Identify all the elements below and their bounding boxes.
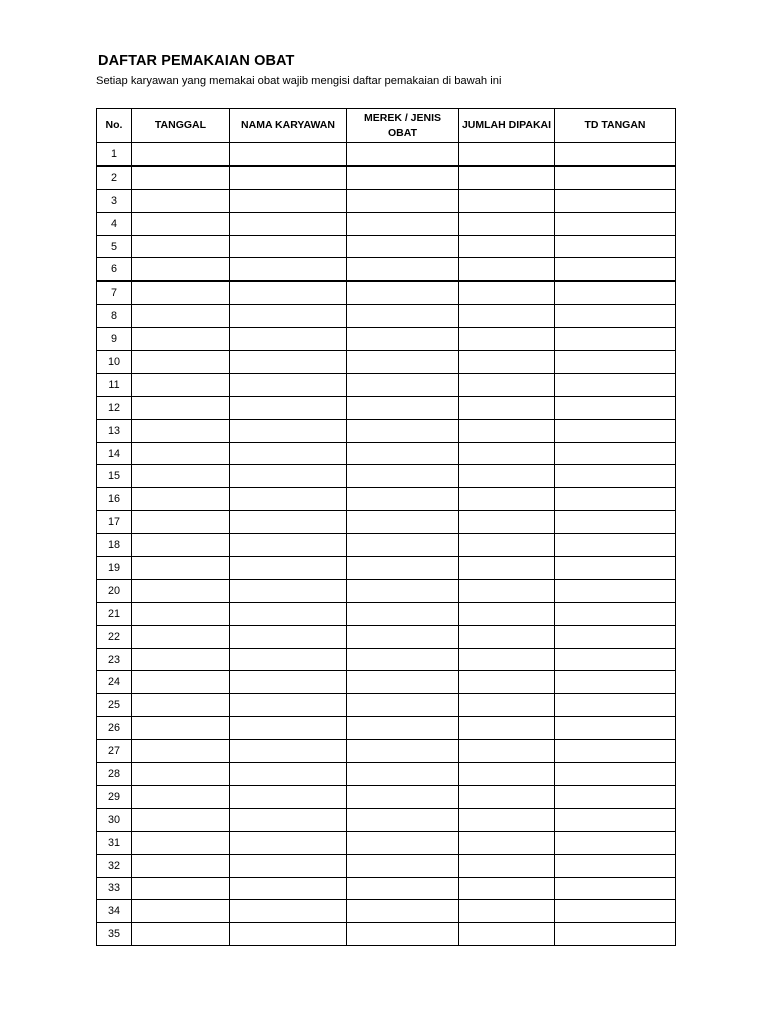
row-number-cell: 5: [97, 235, 132, 258]
quantity-cell[interactable]: [459, 923, 555, 946]
signature-cell[interactable]: [555, 602, 676, 625]
row-number-cell: 10: [97, 351, 132, 374]
table-row: [97, 396, 676, 419]
medicine-brand-cell[interactable]: [347, 602, 459, 625]
employee-name-cell[interactable]: [230, 351, 347, 374]
employee-name-cell[interactable]: [230, 557, 347, 580]
medicine-brand-cell[interactable]: [347, 419, 459, 442]
table-row: [97, 785, 676, 808]
table-row: [97, 808, 676, 831]
medicine-brand-cell[interactable]: [347, 511, 459, 534]
table-row: [97, 281, 676, 304]
signature-cell[interactable]: [555, 694, 676, 717]
date-cell[interactable]: [132, 258, 230, 281]
medicine-brand-cell[interactable]: [347, 143, 459, 166]
row-number-cell: 4: [97, 212, 132, 235]
row-number-cell: 19: [97, 557, 132, 580]
table-row: [97, 763, 676, 786]
row-number-cell: 27: [97, 740, 132, 763]
date-cell[interactable]: [132, 694, 230, 717]
quantity-cell[interactable]: [459, 808, 555, 831]
medicine-brand-cell[interactable]: [347, 785, 459, 808]
signature-cell[interactable]: [555, 900, 676, 923]
employee-name-cell[interactable]: [230, 258, 347, 281]
quantity-cell[interactable]: [459, 442, 555, 465]
signature-cell[interactable]: [555, 281, 676, 304]
signature-cell[interactable]: [555, 785, 676, 808]
date-cell[interactable]: [132, 143, 230, 166]
medicine-brand-cell[interactable]: [347, 854, 459, 877]
row-number-cell: 34: [97, 900, 132, 923]
quantity-cell[interactable]: [459, 648, 555, 671]
quantity-cell[interactable]: [459, 717, 555, 740]
signature-cell[interactable]: [555, 212, 676, 235]
date-cell[interactable]: [132, 923, 230, 946]
row-number-cell: 32: [97, 854, 132, 877]
table-body: [97, 143, 676, 946]
date-cell[interactable]: [132, 648, 230, 671]
signature-cell[interactable]: [555, 717, 676, 740]
employee-name-cell[interactable]: [230, 602, 347, 625]
employee-name-cell[interactable]: [230, 328, 347, 351]
medicine-brand-cell[interactable]: [347, 534, 459, 557]
row-number-cell: 35: [97, 923, 132, 946]
table-row: [97, 534, 676, 557]
signature-cell[interactable]: [555, 258, 676, 281]
signature-cell[interactable]: [555, 511, 676, 534]
table-row: [97, 511, 676, 534]
signature-cell[interactable]: [555, 328, 676, 351]
quantity-cell[interactable]: [459, 900, 555, 923]
employee-name-cell[interactable]: [230, 396, 347, 419]
quantity-cell[interactable]: [459, 373, 555, 396]
row-number-cell: 2: [97, 166, 132, 189]
row-number-cell: 25: [97, 694, 132, 717]
quantity-cell[interactable]: [459, 166, 555, 189]
table-row: [97, 831, 676, 854]
date-cell[interactable]: [132, 442, 230, 465]
signature-cell[interactable]: [555, 557, 676, 580]
table-row: [97, 166, 676, 189]
row-number-cell: 14: [97, 442, 132, 465]
row-number-cell: 8: [97, 305, 132, 328]
employee-name-cell[interactable]: [230, 579, 347, 602]
employee-name-cell[interactable]: [230, 923, 347, 946]
table-row: [97, 648, 676, 671]
table-row: [97, 740, 676, 763]
table-row: [97, 877, 676, 900]
quantity-cell[interactable]: [459, 143, 555, 166]
date-cell[interactable]: [132, 189, 230, 212]
date-cell[interactable]: [132, 900, 230, 923]
date-cell[interactable]: [132, 511, 230, 534]
date-cell[interactable]: [132, 785, 230, 808]
table-row: [97, 694, 676, 717]
quantity-cell[interactable]: [459, 625, 555, 648]
quantity-cell[interactable]: [459, 534, 555, 557]
signature-cell[interactable]: [555, 488, 676, 511]
date-cell[interactable]: [132, 671, 230, 694]
medicine-brand-cell[interactable]: [347, 625, 459, 648]
row-number-cell: 33: [97, 877, 132, 900]
header-signature: TD TANGAN: [555, 109, 676, 143]
date-cell[interactable]: [132, 602, 230, 625]
row-number-cell: 24: [97, 671, 132, 694]
date-cell[interactable]: [132, 579, 230, 602]
table-row: [97, 373, 676, 396]
row-number-cell: 31: [97, 831, 132, 854]
table-row: [97, 488, 676, 511]
table-row: [97, 305, 676, 328]
medicine-brand-cell[interactable]: [347, 281, 459, 304]
employee-name-cell[interactable]: [230, 511, 347, 534]
table-row: [97, 602, 676, 625]
quantity-cell[interactable]: [459, 465, 555, 488]
header-date: TANGGAL: [132, 109, 230, 143]
medicine-brand-cell[interactable]: [347, 328, 459, 351]
date-cell[interactable]: [132, 419, 230, 442]
medicine-brand-cell[interactable]: [347, 166, 459, 189]
table-row: [97, 351, 676, 374]
signature-cell[interactable]: [555, 143, 676, 166]
signature-cell[interactable]: [555, 579, 676, 602]
quantity-cell[interactable]: [459, 602, 555, 625]
employee-name-cell[interactable]: [230, 373, 347, 396]
quantity-cell[interactable]: [459, 419, 555, 442]
row-number-cell: 1: [97, 143, 132, 166]
quantity-cell[interactable]: [459, 235, 555, 258]
document-title: DAFTAR PEMAKAIAN OBAT: [98, 53, 295, 69]
table-row: [97, 923, 676, 946]
table-row: [97, 442, 676, 465]
employee-name-cell[interactable]: [230, 166, 347, 189]
date-cell[interactable]: [132, 328, 230, 351]
date-cell[interactable]: [132, 557, 230, 580]
header-medicine-brand: [347, 109, 459, 143]
medicine-brand-cell[interactable]: [347, 877, 459, 900]
signature-cell[interactable]: [555, 351, 676, 374]
signature-cell[interactable]: [555, 235, 676, 258]
row-number-cell: 20: [97, 579, 132, 602]
medicine-brand-cell[interactable]: [347, 351, 459, 374]
date-cell[interactable]: [132, 235, 230, 258]
medicine-brand-cell[interactable]: [347, 396, 459, 419]
employee-name-cell[interactable]: [230, 694, 347, 717]
employee-name-cell[interactable]: [230, 465, 347, 488]
row-number-cell: 15: [97, 465, 132, 488]
table-row: [97, 900, 676, 923]
medicine-brand-cell[interactable]: [347, 740, 459, 763]
table-row: [97, 557, 676, 580]
table-header-row: [97, 109, 676, 143]
medicine-usage-table: [96, 108, 676, 946]
row-number-cell: 12: [97, 396, 132, 419]
employee-name-cell[interactable]: [230, 281, 347, 304]
row-number-cell: 17: [97, 511, 132, 534]
row-number-cell: 22: [97, 625, 132, 648]
medicine-brand-cell[interactable]: [347, 808, 459, 831]
table-row: [97, 258, 676, 281]
document-subtitle: Setiap karyawan yang memakai obat wajib mengisi daftar pemakaian di bawah ini: [96, 75, 502, 87]
row-number-cell: 28: [97, 763, 132, 786]
quantity-cell[interactable]: [459, 557, 555, 580]
employee-name-cell[interactable]: [230, 854, 347, 877]
quantity-cell[interactable]: [459, 212, 555, 235]
medicine-brand-cell[interactable]: [347, 258, 459, 281]
row-number-cell: 18: [97, 534, 132, 557]
table-row: [97, 717, 676, 740]
signature-cell[interactable]: [555, 534, 676, 557]
medicine-brand-cell[interactable]: [347, 671, 459, 694]
employee-name-cell[interactable]: [230, 235, 347, 258]
employee-name-cell[interactable]: [230, 419, 347, 442]
signature-cell[interactable]: [555, 854, 676, 877]
date-cell[interactable]: [132, 854, 230, 877]
quantity-cell[interactable]: [459, 189, 555, 212]
quantity-cell[interactable]: [459, 740, 555, 763]
medicine-brand-cell[interactable]: [347, 189, 459, 212]
row-number-cell: 30: [97, 808, 132, 831]
quantity-cell[interactable]: [459, 854, 555, 877]
employee-name-cell[interactable]: [230, 442, 347, 465]
date-cell[interactable]: [132, 351, 230, 374]
date-cell[interactable]: [132, 763, 230, 786]
date-cell[interactable]: [132, 396, 230, 419]
table-row: [97, 143, 676, 166]
date-cell[interactable]: [132, 877, 230, 900]
quantity-cell[interactable]: [459, 351, 555, 374]
medicine-brand-cell[interactable]: [347, 717, 459, 740]
signature-cell[interactable]: [555, 373, 676, 396]
row-number-cell: 29: [97, 785, 132, 808]
date-cell[interactable]: [132, 831, 230, 854]
medicine-brand-cell[interactable]: [347, 373, 459, 396]
row-number-cell: 26: [97, 717, 132, 740]
signature-cell[interactable]: [555, 396, 676, 419]
table-row: [97, 579, 676, 602]
table-row: [97, 189, 676, 212]
medicine-brand-cell[interactable]: [347, 900, 459, 923]
medicine-brand-cell[interactable]: [347, 488, 459, 511]
date-cell[interactable]: [132, 534, 230, 557]
medicine-brand-cell[interactable]: [347, 763, 459, 786]
medicine-brand-cell[interactable]: [347, 694, 459, 717]
quantity-cell[interactable]: [459, 328, 555, 351]
signature-cell[interactable]: [555, 831, 676, 854]
header-no: No.: [97, 109, 132, 143]
quantity-cell[interactable]: [459, 305, 555, 328]
header-medicine-brand-line2: OBAT: [388, 126, 417, 139]
employee-name-cell[interactable]: [230, 717, 347, 740]
medicine-brand-cell[interactable]: [347, 557, 459, 580]
row-number-cell: 7: [97, 281, 132, 304]
employee-name-cell[interactable]: [230, 534, 347, 557]
date-cell[interactable]: [132, 625, 230, 648]
employee-name-cell[interactable]: [230, 763, 347, 786]
table-row: [97, 419, 676, 442]
medicine-brand-cell[interactable]: [347, 579, 459, 602]
header-employee-name: NAMA KARYAWAN: [230, 109, 347, 143]
medicine-brand-cell[interactable]: [347, 648, 459, 671]
row-number-cell: 11: [97, 373, 132, 396]
employee-name-cell[interactable]: [230, 808, 347, 831]
medicine-brand-cell[interactable]: [347, 235, 459, 258]
date-cell[interactable]: [132, 740, 230, 763]
medicine-brand-cell[interactable]: [347, 305, 459, 328]
signature-cell[interactable]: [555, 671, 676, 694]
date-cell[interactable]: [132, 717, 230, 740]
quantity-cell[interactable]: [459, 281, 555, 304]
table-row: [97, 854, 676, 877]
quantity-cell[interactable]: [459, 877, 555, 900]
row-number-cell: 21: [97, 602, 132, 625]
quantity-cell[interactable]: [459, 396, 555, 419]
date-cell[interactable]: [132, 281, 230, 304]
signature-cell[interactable]: [555, 877, 676, 900]
employee-name-cell[interactable]: [230, 189, 347, 212]
signature-cell[interactable]: [555, 740, 676, 763]
quantity-cell[interactable]: [459, 763, 555, 786]
signature-cell[interactable]: [555, 419, 676, 442]
employee-name-cell[interactable]: [230, 831, 347, 854]
medicine-brand-cell[interactable]: [347, 212, 459, 235]
table-row: [97, 212, 676, 235]
quantity-cell[interactable]: [459, 579, 555, 602]
employee-name-cell[interactable]: [230, 900, 347, 923]
employee-name-cell[interactable]: [230, 488, 347, 511]
medicine-brand-cell[interactable]: [347, 465, 459, 488]
quantity-cell[interactable]: [459, 831, 555, 854]
table-row: [97, 625, 676, 648]
row-number-cell: 13: [97, 419, 132, 442]
medicine-brand-cell[interactable]: [347, 831, 459, 854]
table-row: [97, 465, 676, 488]
date-cell[interactable]: [132, 305, 230, 328]
signature-cell[interactable]: [555, 465, 676, 488]
row-number-cell: 3: [97, 189, 132, 212]
signature-cell[interactable]: [555, 166, 676, 189]
signature-cell[interactable]: [555, 808, 676, 831]
row-number-cell: 6: [97, 258, 132, 281]
signature-cell[interactable]: [555, 625, 676, 648]
table-row: [97, 235, 676, 258]
signature-cell[interactable]: [555, 923, 676, 946]
employee-name-cell[interactable]: [230, 143, 347, 166]
employee-name-cell[interactable]: [230, 648, 347, 671]
signature-cell[interactable]: [555, 189, 676, 212]
signature-cell[interactable]: [555, 442, 676, 465]
date-cell[interactable]: [132, 373, 230, 396]
quantity-cell[interactable]: [459, 694, 555, 717]
date-cell[interactable]: [132, 465, 230, 488]
row-number-cell: 9: [97, 328, 132, 351]
employee-name-cell[interactable]: [230, 671, 347, 694]
quantity-cell[interactable]: [459, 258, 555, 281]
quantity-cell[interactable]: [459, 511, 555, 534]
quantity-cell[interactable]: [459, 488, 555, 511]
table-row: [97, 328, 676, 351]
table-row: [97, 671, 676, 694]
quantity-cell[interactable]: [459, 785, 555, 808]
signature-cell[interactable]: [555, 648, 676, 671]
employee-name-cell[interactable]: [230, 212, 347, 235]
employee-name-cell[interactable]: [230, 877, 347, 900]
employee-name-cell[interactable]: [230, 305, 347, 328]
row-number-cell: 23: [97, 648, 132, 671]
date-cell[interactable]: [132, 808, 230, 831]
employee-name-cell[interactable]: [230, 625, 347, 648]
signature-cell[interactable]: [555, 305, 676, 328]
employee-name-cell[interactable]: [230, 740, 347, 763]
medicine-brand-cell[interactable]: [347, 923, 459, 946]
date-cell[interactable]: [132, 212, 230, 235]
date-cell[interactable]: [132, 166, 230, 189]
row-number-cell: 16: [97, 488, 132, 511]
employee-name-cell[interactable]: [230, 785, 347, 808]
medicine-brand-cell[interactable]: [347, 442, 459, 465]
quantity-cell[interactable]: [459, 671, 555, 694]
header-quantity-used: JUMLAH DIPAKAI: [459, 109, 555, 143]
signature-cell[interactable]: [555, 763, 676, 786]
header-medicine-brand-line1: MEREK / JENIS: [363, 111, 442, 124]
date-cell[interactable]: [132, 488, 230, 511]
